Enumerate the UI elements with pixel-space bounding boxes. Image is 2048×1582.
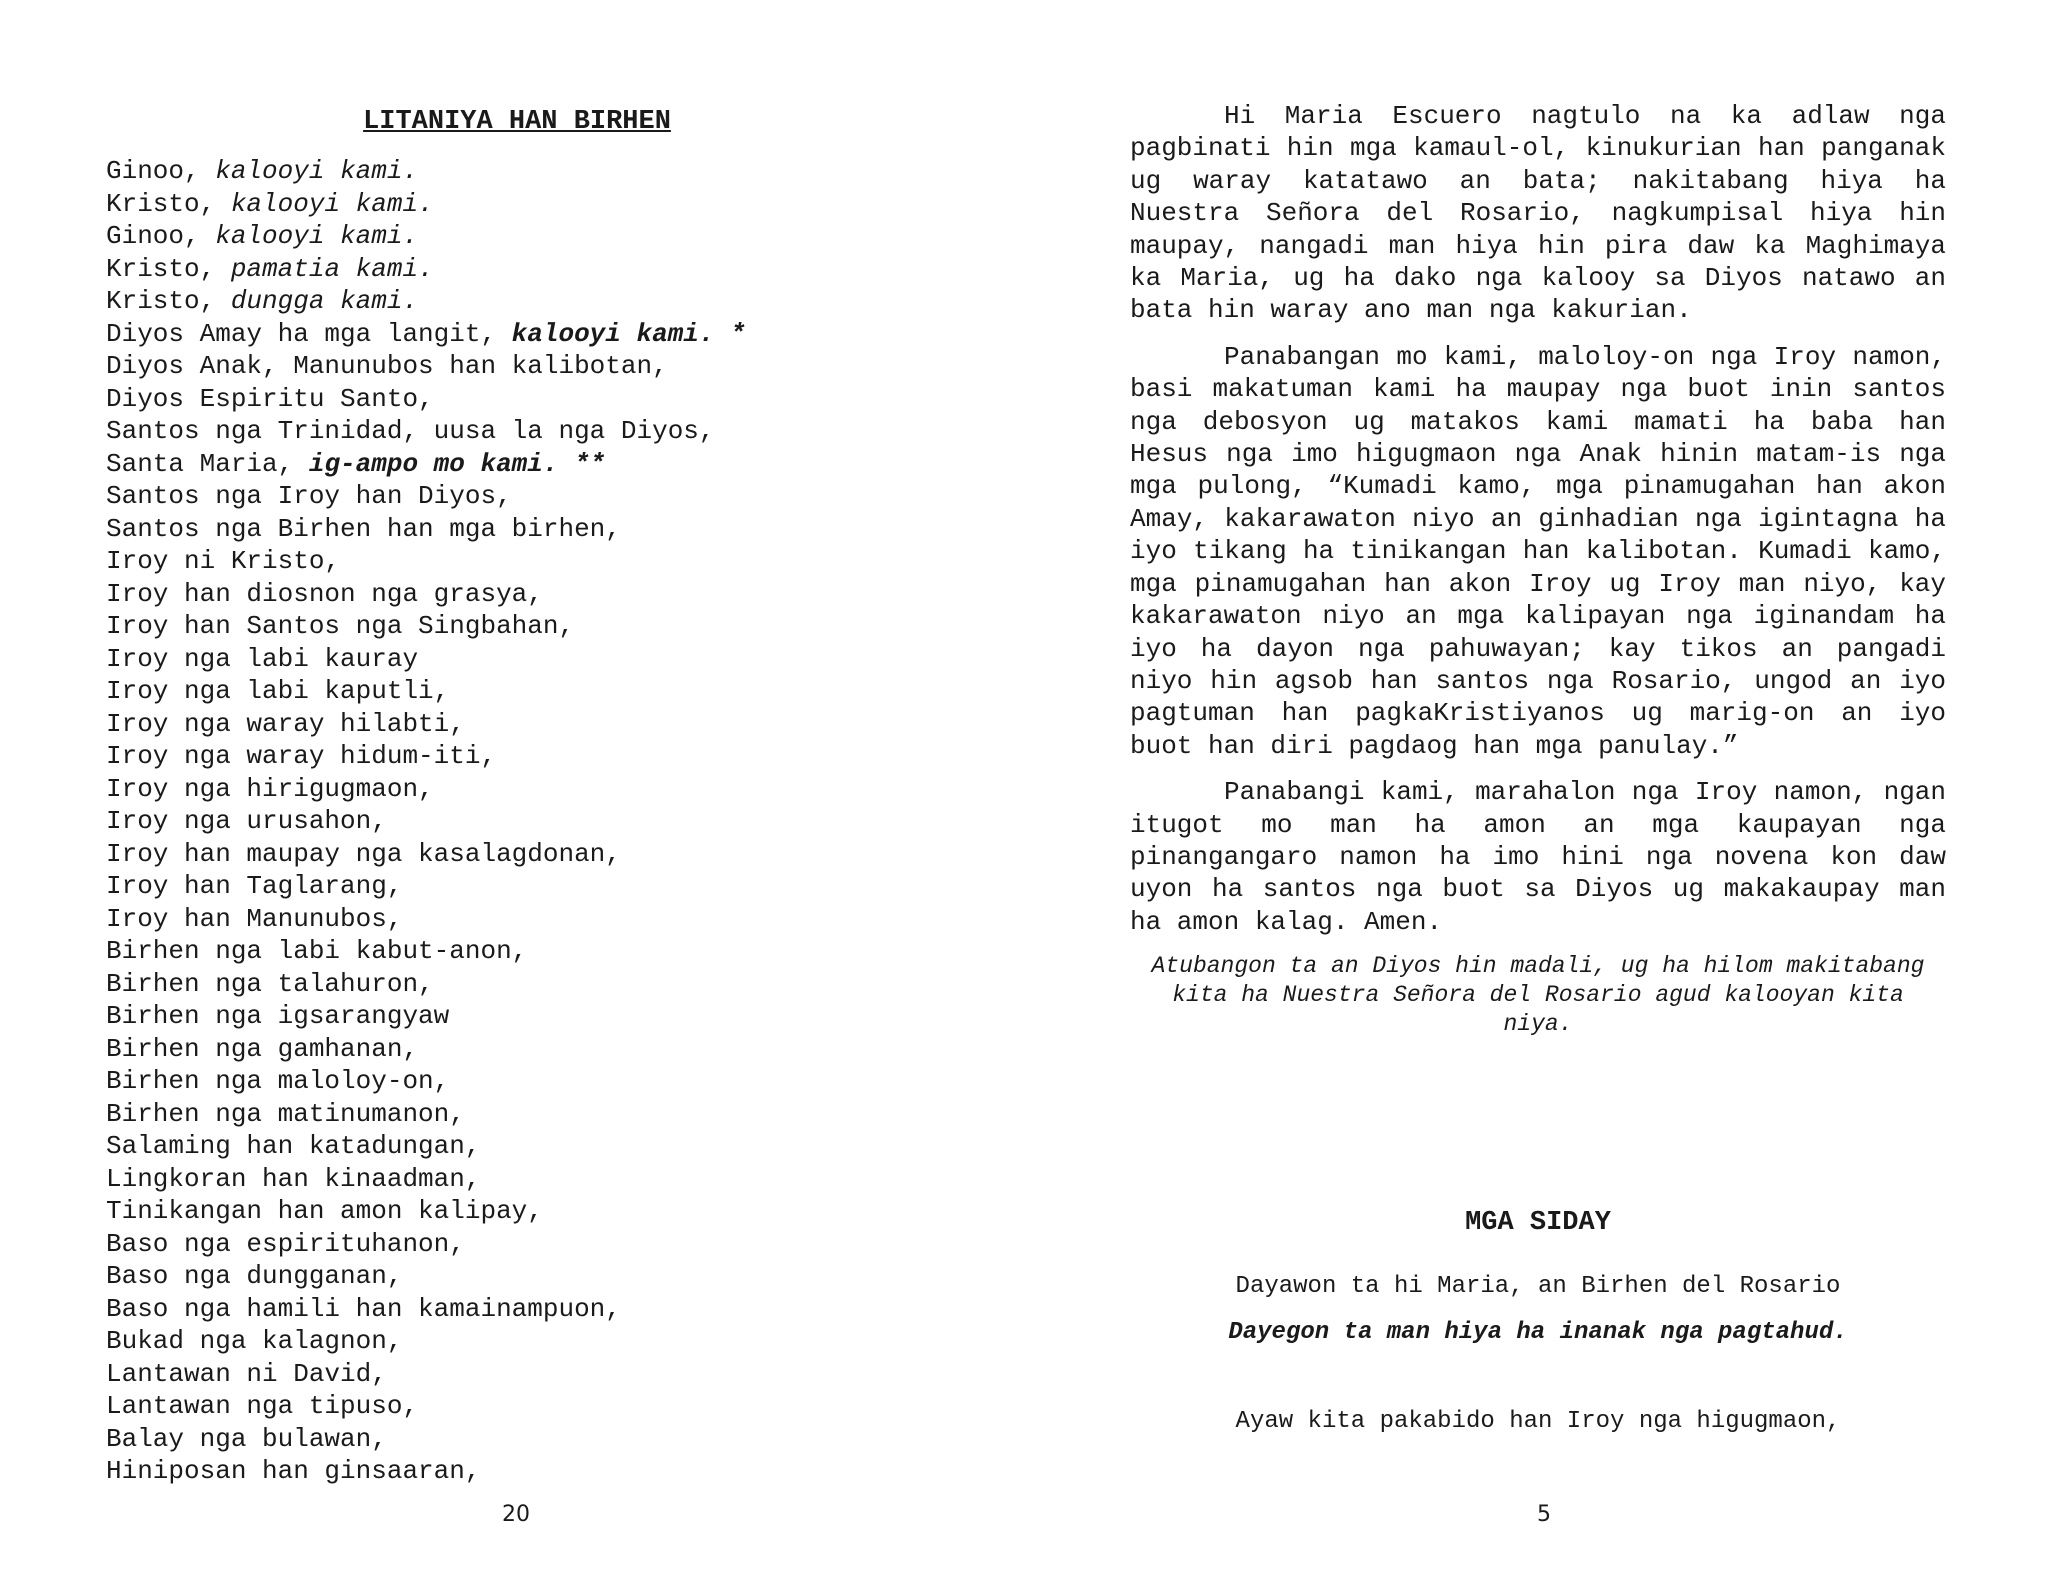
response-text: kalooyi kami. * (511, 318, 746, 349)
invocation-text: Santos nga Iroy han Diyos, (106, 481, 512, 511)
invocation-text: Iroy han Manunubos, (106, 903, 403, 934)
response-text: kalooyi kami. (215, 221, 419, 251)
invocation-text: Santa Maria, (106, 448, 309, 479)
response-text: pamatia kami. (230, 253, 434, 284)
novena-prose (1130, 100, 1946, 1039)
invocation-text: Birhen nga labi kabut-anon, (106, 936, 528, 966)
invocation-text: Lantawan nga tipuso, (106, 1391, 419, 1421)
invocation-text: Baso nga espirituhanon, (106, 1228, 465, 1259)
invocation-text: Iroy han Taglarang, (106, 871, 403, 901)
invocation-text: Iroy han diosnon nga grasya, (106, 578, 543, 609)
response-text: dungga kami. (230, 286, 419, 316)
invocation-text: Santos nga Trinidad, uusa la nga Diyos, (106, 416, 715, 446)
response-text: kalooyi kami. (215, 156, 419, 186)
invocation-text: Iroy nga urusahon, (106, 806, 387, 836)
instruction-text: Atubangon ta an Diyos hin madali, ug ha hilom makitabang kita ha Nuestra Señora del Rosario agud kalooyan kita niya. (1151, 953, 1925, 1038)
invocation-text: Diyos Espiritu Santo, (106, 383, 434, 414)
invocation-text: Ginoo, (106, 156, 216, 186)
invocation-text: Diyos Anak, Manunubos han kalibotan, (106, 351, 668, 381)
invocation-text: Iroy han maupay nga kasalagdonan, (106, 838, 621, 869)
invocation-text: Diyos Amay ha mga langit, (106, 318, 512, 349)
invocation-text: Birhen nga matinumanon, (106, 1098, 465, 1129)
verse-response: Dayegon ta man hiya ha inanak nga pagtahud. (1228, 1319, 1848, 1346)
invocation-text: Iroy nga hirigugmaon, (106, 773, 434, 804)
invocation-text: Baso nga dungganan, (106, 1261, 403, 1291)
litany-title: LITANIYA HAN BIRHEN (363, 107, 671, 137)
invocation-text: Ginoo, (106, 221, 216, 251)
response-text: ig-ampo mo kami. ** (308, 448, 606, 479)
section-title: MGA SIDAY (1465, 1208, 1611, 1238)
invocation-text: Baso nga hamili han kamainampuon, (106, 1293, 621, 1324)
invocation-text: Bukad nga kalagnon, (106, 1326, 403, 1356)
invocation-text: Hiniposan han ginsaaran, (106, 1456, 481, 1486)
invocation-text: Iroy nga labi kaputli, (106, 676, 450, 706)
invocation-text: Iroy nga waray hilabti, (106, 708, 465, 739)
page-number-left: 20 (502, 1502, 530, 1527)
invocation-text: Santos nga Birhen han mga birhen, (106, 513, 621, 544)
invocation-text: Birhen nga talahuron, (106, 968, 434, 999)
verse-line: Ayaw kita pakabido han Iroy nga higugmaon, (1235, 1408, 1841, 1435)
invocation-text: Lingkoran han kinaadman, (106, 1163, 481, 1194)
page-number-right: 5 (1537, 1502, 1551, 1527)
invocation-text: Iroy nga waray hidum-iti, (106, 741, 497, 771)
invocation-text: Kristo, (106, 188, 231, 219)
invocation-text: Iroy nga labi kauray (106, 643, 419, 674)
invocation-text: Iroy ni Kristo, (106, 546, 341, 576)
response-text: kalooyi kami. (230, 188, 434, 219)
invocation-text: Kristo, (106, 286, 231, 316)
paragraph: Panabangan mo kami, maloloy-on nga Iroy namon, basi makatuman kami ha maupay nga buot inin santos nga debosyon ug matakos kami mamati ha baba han Hesus nga imo higugmaon nga Anak hinin matam-is nga mga pulong, “Kumadi kamo, mga pinamugahan han akon Amay, kakarawaton niyo an ginhadian nga igintagna ha iyo tikang ha tinikangan han kalibotan. Kumadi kamo, mga pinamugahan han akon Iroy ug Iroy man niyo, kay kakarawaton niyo an mga kalipayan nga iginandam ha iyo ha dayon nga pahuwayan; kay tikos an pangadi niyo hin agsob han santos nga Rosario, ungod an iyo pagtuman han pagkaKristiyanos ug marig-on an iyo buot han diri pagdaog han mga panulay.” (1130, 341, 1946, 761)
paragraph: Panabangi kami, marahalon nga Iroy namon, ngan itugot mo man ha amon an mga kaupayan nga pinangangaro namon ha imo hini nga novena kon daw uyon ha santos nga buot sa Diyos ug makakaupay man ha amon kalag. Amen. (1130, 777, 1946, 937)
invocation-text: Birhen nga igsarangyaw (106, 1001, 450, 1031)
invocation-text: Lantawan ni David, (106, 1358, 387, 1389)
verse-line: Dayawon ta hi Maria, an Birhen del Rosario (1235, 1273, 1841, 1300)
invocation-text: Balay nga bulawan, (106, 1423, 387, 1454)
invocation-text: Salaming han katadungan, (106, 1131, 481, 1161)
invocation-text: Kristo, (106, 253, 231, 284)
paragraph: Hi Maria Escuero nagtulo na ka adlaw nga pagbinati hin mga kamaul-ol, kinukurian han panganak ug waray katatawo an bata; nakitabang hiya ha Nuestra Señora del Rosario, nagkumpisal hiya hin maupay, nangadi man hiya hin pira daw ka Maghimaya ka Maria, ug ha dako nga kalooy sa Diyos natawo an bata hin waray ano man nga kakurian. (1130, 101, 1946, 326)
invocation-text: Tinikangan han amon kalipay, (106, 1196, 543, 1226)
invocation-text: Iroy han Santos nga Singbahan, (106, 611, 575, 641)
invocation-text: Birhen nga gamhanan, (106, 1033, 419, 1064)
invocation-text: Birhen nga maloloy-on, (106, 1066, 450, 1096)
